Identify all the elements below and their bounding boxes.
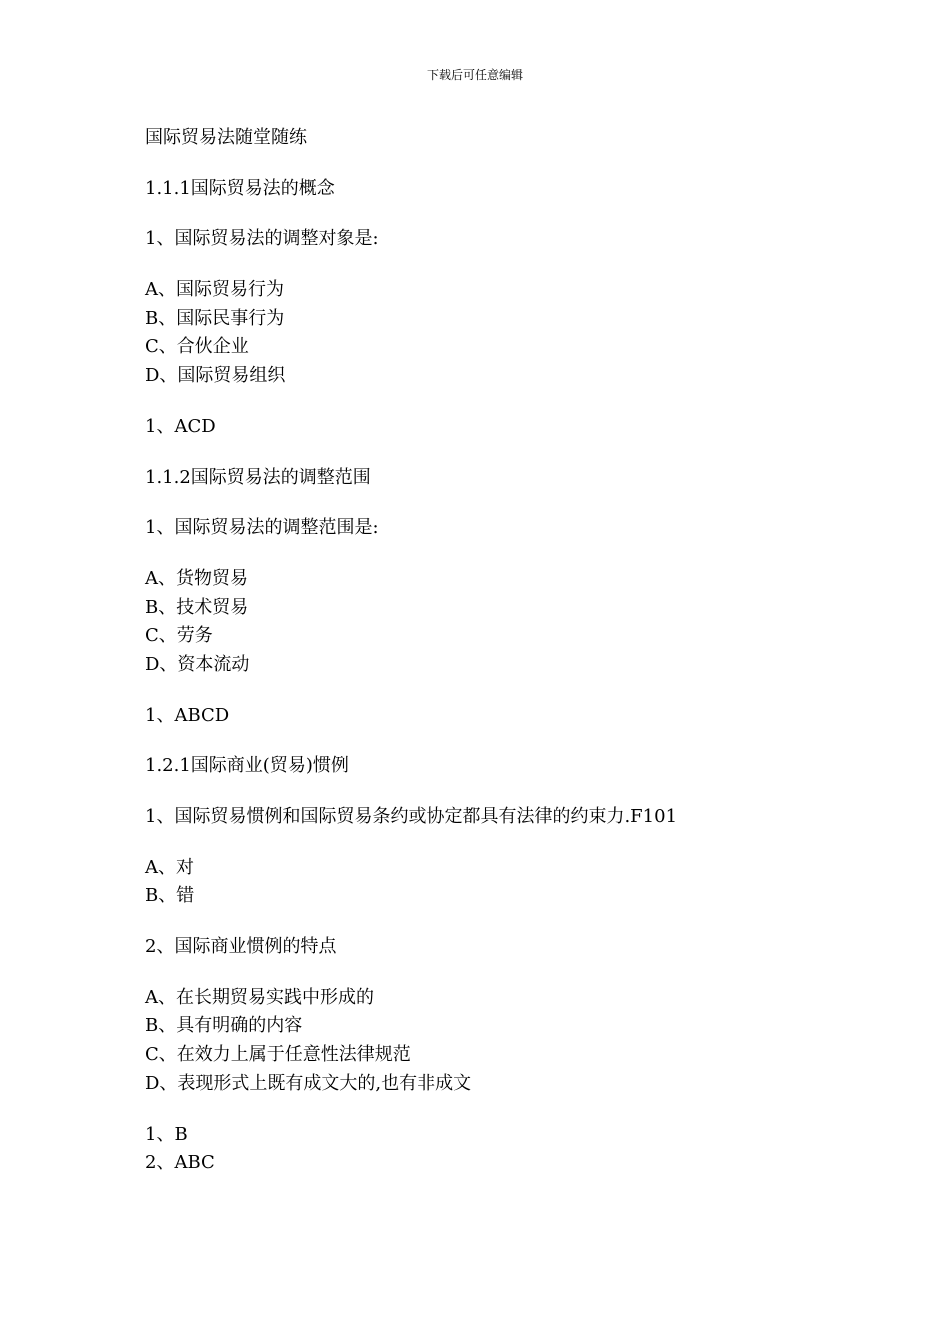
question: 1、国际贸易惯例和国际贸易条约或协定都具有法律的约束力.F101 bbox=[145, 806, 678, 827]
option-b: B、具有明确的内容 bbox=[145, 1015, 303, 1037]
option-c: C、在效力上属于任意性法律规范 bbox=[145, 1044, 411, 1066]
option-a: A、对 bbox=[145, 856, 194, 878]
option-d: D、国际贸易组织 bbox=[145, 365, 286, 387]
section-heading-1-1-1: 1.1.1国际贸易法的概念 bbox=[145, 177, 335, 199]
option-d: D、表现形式上既有成文大的,也有非成文 bbox=[145, 1072, 472, 1094]
option-c: C、劳务 bbox=[145, 625, 213, 647]
document-title: 国际贸易法随堂随练 bbox=[145, 127, 307, 148]
option-a: A、国际贸易行为 bbox=[145, 279, 284, 301]
answer: 1、ACD bbox=[145, 415, 216, 437]
page-header: 下载后可任意编辑 bbox=[426, 68, 523, 82]
option-c: C、合伙企业 bbox=[145, 336, 249, 358]
option-b: B、国际民事行为 bbox=[145, 307, 285, 329]
question: 1、国际贸易法的调整范围是: bbox=[145, 517, 379, 539]
option-a: A、在长期贸易实践中形成的 bbox=[145, 986, 374, 1008]
section-heading-1-1-2: 1.1.2国际贸易法的调整范围 bbox=[145, 466, 371, 488]
answer: 1、B bbox=[145, 1123, 188, 1145]
document-body bbox=[145, 124, 865, 1178]
option-b: B、错 bbox=[145, 885, 195, 907]
option-d: D、资本流动 bbox=[145, 653, 250, 675]
answer: 2、ABC bbox=[145, 1152, 215, 1174]
option-b: B、技术贸易 bbox=[145, 596, 249, 618]
question: 2、国际商业惯例的特点 bbox=[145, 936, 337, 958]
question: 1、国际贸易法的调整对象是: bbox=[145, 228, 379, 250]
answer: 1、ABCD bbox=[145, 704, 230, 726]
option-a: A、货物贸易 bbox=[145, 567, 248, 589]
section-heading-1-2-1: 1.2.1国际商业(贸易)惯例 bbox=[145, 755, 349, 777]
